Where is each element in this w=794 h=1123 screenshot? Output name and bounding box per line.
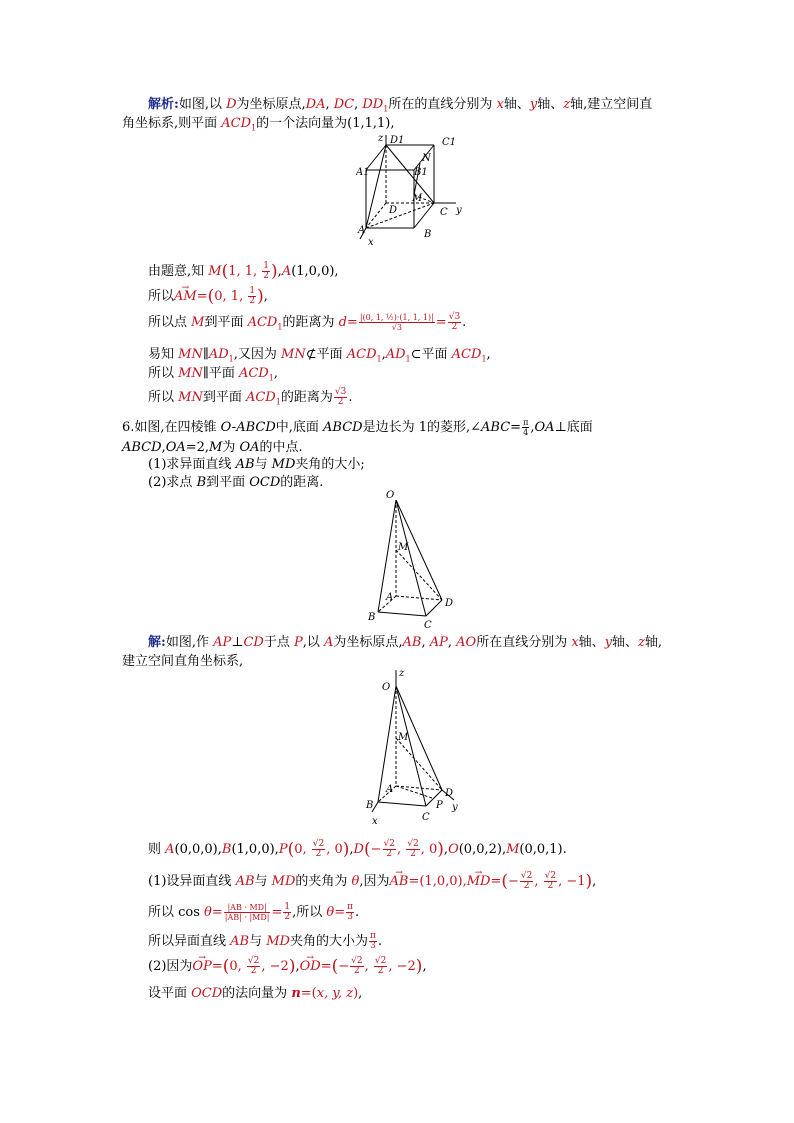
pyr1-label-c: C	[424, 620, 432, 630]
pyr2-label-b: B	[366, 800, 374, 811]
problem-6-question-1: (1)求异面直线 AB与 MD夹角的大小;	[148, 457, 365, 472]
cube-label-n: N	[422, 153, 431, 164]
solution6-part1-b: 所以 cos θ= $\frac{|AB \cdot MD|}{|AB| \cdot |MD|}$ = $\frac{1}{2}$ ,所以 θ= $\frac{\pi}{3}$ .	[148, 902, 360, 922]
solution6-part1-c: 所以异面直线 AB与 MD夹角的大小为 $\frac{\pi}{3}$ .	[148, 931, 383, 951]
pyr2-label-c: C	[422, 812, 430, 823]
solution6-line-1: 解:如图,作 AP⊥CD于点 P,以 A为坐标原点,AB, AP, AO所在直线分别为 x轴、y轴、z轴,	[148, 635, 663, 650]
solution-line-1: 解析:如图,以 D为坐标原点,DA, DC, $DD_1$所在的直线分别为 x轴、y轴、z轴,建立空间直	[148, 97, 653, 114]
cube-figure	[356, 133, 472, 251]
cube-label-d: D	[389, 205, 398, 216]
pyr2-label-a: A	[386, 784, 394, 795]
pyr1-label-o: O	[386, 490, 395, 501]
pyramid-figure-2	[356, 668, 476, 828]
solution-parallel: 易知 $MN\parallel AD_1$,又因为 MN⊄平面 $ACD_1,AD_1\subset$平面 $ACD_1$,	[148, 347, 491, 364]
cube-label-b1: B1	[414, 167, 428, 178]
cube-label-d1: D1	[390, 135, 405, 146]
solution6-coords: 则 A(0,0,0),B(1,0,0),P(0, $\frac{√2}{2}$ , 0),D(− $\frac{√2}{2}$ , $\frac{√2}{2}$ , 0),O(0,0,2),M(0,0,1).	[148, 839, 567, 860]
solution-given: 由题意,知 M(1, 1, $\frac{1}{2}$ ),A(1,0,0),	[148, 261, 339, 282]
solution6-label: 解:	[148, 635, 166, 650]
solution6-line-2: 建立空间直角坐标系,	[122, 654, 244, 669]
cube-label-c1: C1	[442, 137, 457, 148]
pyr2-label-m: M	[398, 732, 409, 743]
problem-6-line-1: 6.如图,在四棱锥 O-ABCD中,底面 ABCD是边长为 1的菱形,∠ABC= $\frac{\pi}{4}$ ,OA⊥底面	[122, 418, 593, 437]
cube-label-m: M	[412, 193, 423, 204]
cube-label-x: x	[368, 237, 374, 248]
pyramid-figure-1	[364, 488, 464, 630]
pyr2-label-z: z	[399, 668, 405, 679]
pyr2-label-o: O	[382, 682, 391, 693]
pyr2-label-d: D	[445, 788, 454, 799]
solution-vector-am: 所以→ AM=(0, 1, $\frac{1}{2}$ ),	[148, 287, 268, 306]
solution-parallel-2: 所以 MN∥平面 $ACD_1$,	[148, 366, 278, 383]
problem-6-question-2: (2)求点 B到平面 OCD的距离.	[148, 475, 324, 490]
cube-label-y: y	[456, 205, 462, 216]
cube-label-a1: A1	[356, 167, 370, 178]
solution-line-2: 角坐标系,则平面 $ACD_1$的一个法向量为(1,1,1),	[122, 116, 395, 133]
pyr1-label-a: A	[386, 592, 394, 603]
cube-label-b: B	[424, 229, 432, 240]
cube-label-c: C	[440, 207, 448, 218]
pyr2-label-x: x	[372, 816, 378, 827]
solution6-part2-a: (2)因为→ OP=(0, $\frac{√2}{2}$ , −2),→ OD=(− $\frac{√2}{2}$ , $\frac{√2}{2}$ , −2),	[148, 957, 427, 976]
problem-6-line-2: ABCD,OA=2,M为 OA的中点.	[122, 440, 303, 455]
solution-label: 解析:	[148, 97, 179, 112]
pyr1-label-d: D	[445, 598, 454, 609]
pyr1-label-b: B	[368, 612, 376, 623]
solution-conclusion: 所以 MN到平面 $ACD_1$的距离为 $\frac{√3}{2}$ .	[148, 387, 353, 407]
pyr1-label-m: M	[398, 542, 409, 553]
pyr2-label-p: P	[436, 800, 443, 811]
solution-distance: 所以点 M到平面 $ACD_1$的距离为 d= $\frac{\text{|(0, 1, ½)·(1, 1, 1)|}}{√3}$ = $\frac{√3}{2}$ .	[148, 312, 467, 332]
solution6-part1-a: (1)设异面直线 AB与 MD的夹角为 θ,因为→ AB=(1,0,0),→ MD=(− $\frac{√2}{2}$ , $\frac{√2}{2}$ , −1),	[148, 872, 596, 891]
cube-label-z: z	[378, 133, 384, 144]
solution6-part2-b: 设平面 OCD的法向量为 n=(x, y, z),	[148, 986, 363, 1001]
pyr2-label-y: y	[452, 802, 458, 813]
cube-label-a: A	[358, 225, 366, 236]
